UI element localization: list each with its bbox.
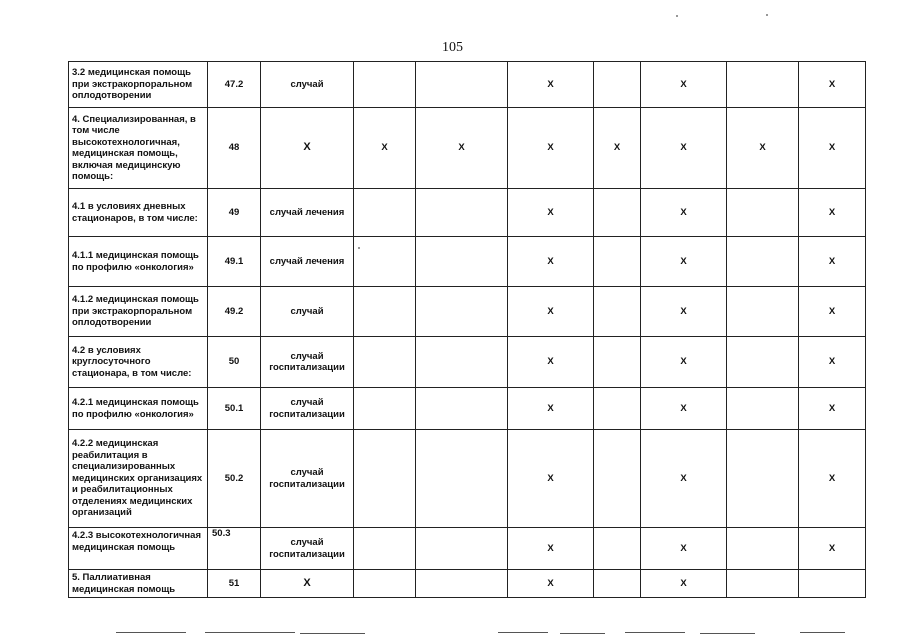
row-label: 4.2.3 высокотехнологичная медицинская помощь	[69, 528, 208, 570]
scan-artifact	[358, 247, 360, 249]
table-cell	[594, 62, 641, 108]
row-unit: случай	[261, 287, 354, 337]
table-cell: X	[508, 528, 594, 570]
table-cell: X	[641, 388, 727, 430]
page-number: 105	[442, 40, 463, 55]
row-number: 51	[208, 570, 261, 598]
row-label: 4.2 в условиях круглосуточного стационара, в том числе:	[69, 337, 208, 388]
table-cell: X	[799, 388, 866, 430]
table-row	[69, 570, 866, 598]
row-unit: случай лечения	[261, 237, 354, 287]
table-cell	[354, 237, 416, 287]
table-cell	[354, 189, 416, 237]
data-table	[68, 61, 866, 598]
row-unit: X	[261, 570, 354, 598]
table-row	[69, 528, 866, 570]
row-label: 4.2.1 медицинская помощь по профилю «онкология»	[69, 388, 208, 430]
scan-artifact	[205, 632, 295, 633]
row-unit: случай госпитализации	[261, 388, 354, 430]
table-cell: X	[799, 528, 866, 570]
row-unit: X	[261, 108, 354, 189]
table-cell	[594, 570, 641, 598]
table-cell: X	[641, 337, 727, 388]
table-cell: X	[641, 570, 727, 598]
table-row	[69, 430, 866, 528]
table-cell	[416, 287, 508, 337]
table-cell	[594, 430, 641, 528]
table-cell: X	[508, 62, 594, 108]
table-cell: X	[799, 62, 866, 108]
table-cell	[727, 189, 799, 237]
table-cell: X	[641, 189, 727, 237]
table-cell	[416, 570, 508, 598]
table-cell	[416, 189, 508, 237]
table-cell: X	[508, 570, 594, 598]
table-row	[69, 62, 866, 108]
scan-artifact	[676, 15, 678, 17]
table-cell: X	[508, 337, 594, 388]
table-row	[69, 287, 866, 337]
row-label: 3.2 медицинская помощь при экстракорпоральном оплодотворении	[69, 62, 208, 108]
table-cell	[416, 337, 508, 388]
table-cell: X	[594, 108, 641, 189]
scan-artifact	[116, 632, 186, 633]
table-cell: X	[727, 108, 799, 189]
table-cell: X	[799, 189, 866, 237]
scan-artifact	[766, 14, 768, 16]
table-cell: X	[508, 108, 594, 189]
table-cell	[354, 62, 416, 108]
table-row	[69, 189, 866, 237]
table-cell	[354, 528, 416, 570]
table-cell	[416, 62, 508, 108]
table-cell	[416, 528, 508, 570]
table-cell	[594, 337, 641, 388]
row-label: 4.1 в условиях дневных стационаров, в том числе:	[69, 189, 208, 237]
table-cell	[354, 430, 416, 528]
scan-artifact	[625, 632, 685, 633]
table-cell	[416, 237, 508, 287]
table-cell	[727, 337, 799, 388]
table-cell	[354, 388, 416, 430]
table-cell	[727, 287, 799, 337]
table-cell: X	[641, 237, 727, 287]
table-cell	[416, 388, 508, 430]
table-cell: X	[641, 287, 727, 337]
table-cell	[594, 189, 641, 237]
scan-artifact	[498, 632, 548, 633]
table-cell	[594, 237, 641, 287]
row-label: 4.1.2 медицинская помощь при экстракорпоральном оплодотворении	[69, 287, 208, 337]
table-cell: X	[416, 108, 508, 189]
table-cell	[594, 528, 641, 570]
table-cell: X	[641, 528, 727, 570]
table-cell: X	[799, 430, 866, 528]
table-cell: X	[508, 388, 594, 430]
row-number: 50.2	[208, 430, 261, 528]
scan-artifact	[800, 632, 845, 633]
row-number: 50.1	[208, 388, 261, 430]
table-cell	[727, 237, 799, 287]
table-cell	[727, 570, 799, 598]
row-unit: случай госпитализации	[261, 337, 354, 388]
row-unit: случай	[261, 62, 354, 108]
row-label: 4. Специализированная, в том числе высокотехнологичная, медицинская помощь, включая медицинскую помощь:	[69, 108, 208, 189]
scan-artifact	[560, 633, 605, 634]
table-cell	[354, 337, 416, 388]
table-cell	[354, 570, 416, 598]
row-unit: случай госпитализации	[261, 528, 354, 570]
table-cell: X	[799, 337, 866, 388]
table-cell: X	[508, 287, 594, 337]
table-row	[69, 237, 866, 287]
table-cell	[727, 430, 799, 528]
scan-artifact	[300, 633, 365, 634]
table-row	[69, 337, 866, 388]
table-cell: X	[508, 237, 594, 287]
table-cell: X	[508, 189, 594, 237]
scan-artifact	[700, 633, 755, 634]
table-cell: X	[799, 237, 866, 287]
row-label: 5. Паллиативная медицинская помощь	[69, 570, 208, 598]
table-cell: X	[354, 108, 416, 189]
row-number: 50.3	[208, 528, 261, 570]
table-cell	[594, 388, 641, 430]
table-cell: X	[508, 430, 594, 528]
table-cell	[727, 62, 799, 108]
table-row	[69, 388, 866, 430]
row-label: 4.2.2 медицинская реабилитация в специализированных медицинских организациях и реабилитационных отделениях медицинских организаций	[69, 430, 208, 528]
table-cell	[594, 287, 641, 337]
table-cell	[354, 287, 416, 337]
row-unit: случай госпитализации	[261, 430, 354, 528]
row-number: 50	[208, 337, 261, 388]
row-number: 49.2	[208, 287, 261, 337]
table-body	[69, 62, 866, 598]
table-row	[69, 108, 866, 189]
row-number: 48	[208, 108, 261, 189]
table-cell: X	[799, 287, 866, 337]
table-cell	[799, 570, 866, 598]
table-cell	[727, 388, 799, 430]
table-cell: X	[641, 430, 727, 528]
row-unit: случай лечения	[261, 189, 354, 237]
table-cell: X	[641, 62, 727, 108]
table-cell	[727, 528, 799, 570]
row-number: 49.1	[208, 237, 261, 287]
table-cell: X	[641, 108, 727, 189]
row-label: 4.1.1 медицинская помощь по профилю «онкология»	[69, 237, 208, 287]
row-number: 49	[208, 189, 261, 237]
table-cell	[416, 430, 508, 528]
row-number: 47.2	[208, 62, 261, 108]
table-cell: X	[799, 108, 866, 189]
